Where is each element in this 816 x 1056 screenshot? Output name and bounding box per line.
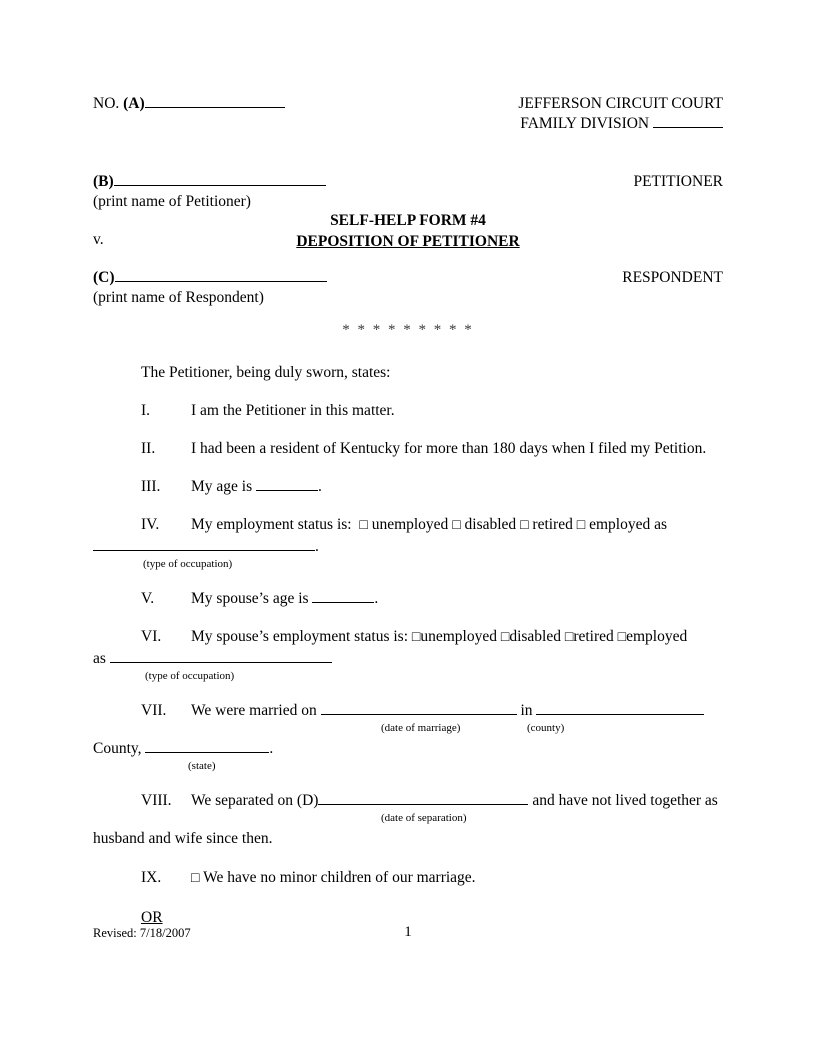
item-i-numeral: I. — [141, 402, 151, 419]
item-vi-option-unemployed: unemployed — [420, 628, 497, 645]
item-vii-in-label: in — [520, 702, 533, 719]
item-v-text — [191, 588, 721, 609]
item-iv-hint-row — [93, 557, 721, 571]
item-iii-label: My age is — [191, 478, 253, 495]
checkbox-no-minor-children-icon[interactable]: □ — [191, 871, 200, 886]
item-vii-numeral: VII. — [141, 702, 167, 719]
separation-date-hint: (date of separation) — [381, 812, 467, 824]
item-iv-numeral: IV. — [141, 516, 160, 533]
form-title-line2: DEPOSITION OF PETITIONER — [296, 233, 520, 250]
caption-block — [93, 94, 723, 134]
marriage-state-blank[interactable] — [145, 739, 269, 753]
form-title-block — [0, 210, 816, 252]
separation-date-blank[interactable] — [318, 791, 528, 805]
item-vii-state-hint-row — [93, 759, 721, 773]
item-iii — [93, 476, 721, 497]
item-iii-period: . — [318, 478, 322, 495]
court-name: JEFFERSON CIRCUIT COURT — [518, 95, 723, 112]
or-label: OR — [141, 909, 163, 926]
versus-label: v. — [93, 231, 104, 248]
item-viii-marker: (D) — [296, 792, 319, 809]
petitioner-name-field — [93, 172, 326, 192]
case-number-row — [93, 94, 723, 114]
marriage-date-hint: (date of marriage) — [381, 722, 461, 734]
petitioner-row — [93, 172, 723, 192]
item-vi-option-employed: employed — [626, 628, 688, 645]
item-viii-after: and have not lived together as — [532, 792, 718, 809]
occupation-blank[interactable] — [93, 537, 315, 551]
checkbox-disabled-icon[interactable]: □ — [452, 518, 461, 533]
marriage-state-hint: (state) — [188, 760, 216, 772]
checkbox-spouse-retired-icon[interactable]: □ — [564, 630, 574, 645]
section-separator: * * * * * * * * * — [342, 322, 474, 338]
checkbox-spouse-disabled-icon[interactable]: □ — [500, 630, 510, 645]
petitioner-role-label: PETITIONER — [633, 173, 723, 190]
item-viii-hint-row — [93, 811, 721, 825]
item-vii — [93, 700, 721, 773]
form-title-line1: SELF-HELP FORM #4 — [330, 212, 486, 229]
caption-spacer — [93, 114, 97, 134]
item-ix-numeral: IX. — [141, 869, 162, 886]
item-vii-period: . — [269, 740, 274, 757]
occupation-hint: (type of occupation) — [143, 558, 233, 570]
item-v-period: . — [374, 590, 379, 607]
item-iv — [93, 514, 721, 571]
case-number-label: NO. — [93, 95, 120, 112]
item-ii-text: I had been a resident of Kentucky for more than 180 days when I filed my Petition. — [191, 440, 707, 457]
body-content — [93, 362, 721, 926]
page-number: 1 — [404, 924, 412, 940]
checkbox-unemployed-icon[interactable]: □ — [359, 518, 368, 533]
item-vi — [93, 626, 721, 683]
item-v — [93, 588, 721, 609]
checkbox-spouse-unemployed-icon[interactable]: □ — [411, 630, 421, 645]
item-iv-option-unemployed: unemployed — [371, 516, 449, 533]
court-division — [520, 114, 723, 134]
spouse-occupation-hint: (type of occupation) — [145, 670, 235, 682]
respondent-row — [93, 268, 723, 288]
item-vi-option-disabled: disabled — [509, 628, 561, 645]
respondent-marker: (C) — [93, 269, 115, 286]
case-number-blank[interactable] — [145, 94, 285, 108]
court-division-label: FAMILY DIVISION — [520, 115, 650, 132]
item-ix — [93, 867, 721, 889]
case-number-field — [93, 94, 285, 114]
item-vii-county-label: County, — [93, 740, 142, 757]
item-iv-option-employed: employed as — [589, 516, 667, 533]
case-number-marker: (A) — [123, 95, 145, 112]
sworn-statement-lead: The Petitioner, being duly sworn, states: — [141, 364, 391, 381]
item-viii-label: We separated on — [191, 792, 294, 809]
item-v-label: My spouse’s age is — [191, 590, 309, 607]
respondent-hint: (print name of Respondent) — [93, 289, 264, 306]
age-blank[interactable] — [256, 477, 318, 491]
item-vii-label: We were married on — [191, 702, 317, 719]
item-iii-text — [191, 476, 721, 497]
checkbox-employed-icon[interactable]: □ — [576, 518, 586, 533]
respondent-role-label: RESPONDENT — [622, 269, 723, 286]
item-viii-continuation: husband and wife since then. — [93, 830, 273, 847]
item-vi-numeral: VI. — [141, 628, 162, 645]
respondent-block — [93, 268, 723, 307]
item-vi-text — [191, 626, 721, 648]
petitioner-marker: (B) — [93, 173, 114, 190]
petitioner-hint: (print name of Petitioner) — [93, 193, 251, 210]
item-vi-option-retired: retired — [573, 628, 614, 645]
checkbox-retired-icon[interactable]: □ — [520, 518, 529, 533]
marriage-county-blank[interactable] — [536, 701, 704, 715]
marriage-date-blank[interactable] — [321, 701, 517, 715]
item-iv-period: . — [315, 538, 319, 555]
marriage-county-hint: (county) — [527, 722, 565, 734]
item-ii — [93, 438, 721, 459]
checkbox-spouse-employed-icon[interactable]: □ — [617, 630, 627, 645]
item-ix-label: We have no minor children of our marriage. — [203, 869, 476, 886]
item-viii-numeral: VIII. — [141, 792, 172, 809]
item-vi-hint-row — [93, 669, 721, 683]
item-v-numeral: V. — [141, 590, 155, 607]
division-row — [93, 114, 723, 134]
item-vii-hint-row — [93, 721, 721, 735]
item-ii-numeral: II. — [141, 440, 156, 457]
respondent-name-field — [93, 268, 327, 288]
revised-date: Revised: 7/18/2007 — [93, 926, 191, 940]
item-iv-text — [191, 514, 721, 536]
item-ix-text — [191, 867, 721, 889]
item-i — [93, 400, 721, 421]
spouse-age-blank[interactable] — [312, 589, 374, 603]
respondent-name-blank[interactable] — [115, 268, 327, 282]
item-iii-numeral: III. — [141, 478, 161, 495]
item-i-text: I am the Petitioner in this matter. — [191, 402, 395, 419]
item-iv-label: My employment status is: — [191, 516, 352, 533]
item-vi-label: My spouse’s employment status is: — [191, 628, 408, 645]
spouse-occupation-blank[interactable] — [110, 649, 332, 663]
item-viii — [93, 790, 721, 849]
petitioner-block — [93, 172, 723, 211]
division-blank[interactable] — [653, 114, 723, 128]
item-iv-option-retired: retired — [532, 516, 573, 533]
petitioner-name-blank[interactable] — [114, 172, 326, 186]
item-vi-as-label: as — [93, 650, 106, 667]
item-iv-option-disabled: disabled — [464, 516, 517, 533]
